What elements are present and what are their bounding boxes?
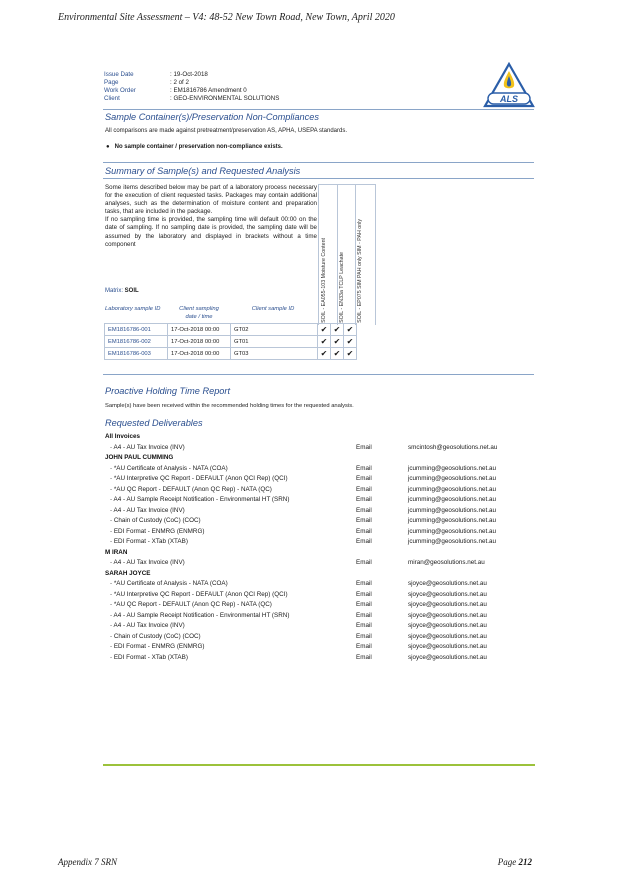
sample-id: EM1816786-001	[105, 324, 168, 336]
meta-label: Client	[104, 95, 120, 102]
deliverable-item	[105, 464, 535, 475]
deliverable-email: sjoyce@geosolutions.net.au	[408, 643, 487, 650]
deliverable-item	[105, 537, 535, 548]
deliverable-name: - A4 - AU Sample Receipt Notification - Environmental HT (SRN)	[105, 495, 356, 506]
footer-left: Appendix 7 SRN	[58, 857, 117, 867]
deliverable-item	[105, 516, 535, 527]
bullet-icon: ●	[106, 144, 115, 150]
check-icon: ✔	[331, 348, 344, 360]
deliverable-email: jcumming@geosolutions.net.au	[408, 517, 496, 524]
sample-row	[105, 348, 357, 360]
deliverable-name: - *AU Certificate of Analysis - NATA (COA)	[105, 579, 356, 590]
deliverable-name: - *AU QC Report - DEFAULT (Anon QC Rep) - NATA (QC)	[105, 600, 356, 611]
sample-client_id: GT01	[231, 336, 318, 348]
deliverable-email: sjoyce@geosolutions.net.au	[408, 653, 487, 661]
deliverable-group: SARAH JOYCE	[105, 569, 151, 577]
deliverable-name: - A4 - AU Tax Invoice (INV)	[105, 621, 356, 632]
deliverable-method: Email	[356, 506, 372, 514]
deliverable-method: Email	[356, 485, 372, 493]
deliverable-item	[105, 590, 535, 601]
deliverables-title: Requested Deliverables	[105, 418, 203, 428]
deliverable-name: - Chain of Custody (CoC) (COC)	[105, 516, 356, 527]
deliverable-method: Email	[356, 559, 372, 566]
check-icon: ✔	[344, 336, 357, 348]
deliverable-group: All Invoices	[105, 433, 140, 440]
sample-date: 17-Oct-2018 00:00	[168, 336, 231, 348]
check-icon: ✔	[318, 324, 331, 336]
deliverable-name: - *AU Interpretive QC Report - DEFAULT (Anon QCI Rep) (QCI)	[105, 590, 356, 601]
deliverable-name: - EDI Format - XTab (XTAB)	[105, 537, 356, 548]
deliverable-method: Email	[356, 601, 372, 608]
deliverables-list	[105, 432, 535, 663]
deliverable-method: Email	[356, 475, 372, 482]
divider	[103, 109, 534, 110]
deliverable-email: jcumming@geosolutions.net.au	[408, 527, 496, 535]
meta-label: Work Order	[104, 87, 136, 94]
deliverable-item	[105, 642, 535, 653]
deliverable-method: Email	[356, 464, 372, 472]
summary-title: Summary of Sample(s) and Requested Analysis	[105, 166, 301, 176]
analysis-header-grid	[318, 184, 376, 325]
summary-text	[105, 184, 317, 249]
deliverable-method: Email	[356, 527, 372, 535]
deliverable-name: - A4 - AU Tax Invoice (INV)	[105, 443, 356, 454]
deliverable-item	[105, 611, 535, 622]
deliverable-item	[105, 558, 535, 569]
meta-row	[104, 71, 279, 79]
deliverable-email: miran@geosolutions.net.au	[408, 559, 485, 566]
sample-date: 17-Oct-2018 00:00	[168, 348, 231, 360]
deliverable-item	[105, 443, 535, 454]
deliverable-item	[105, 527, 535, 538]
deliverable-email: sjoyce@geosolutions.net.au	[408, 632, 487, 640]
logo-text: ALS	[500, 94, 518, 104]
check-icon: ✔	[344, 324, 357, 336]
check-icon: ✔	[331, 336, 344, 348]
deliverable-item	[105, 579, 535, 590]
deliverable-name: - EDI Format - ENMRG (ENMRG)	[105, 527, 356, 538]
divider	[103, 178, 534, 179]
noncompliance-bullet-text: No sample container / preservation non-compliance exists.	[114, 144, 283, 150]
deliverable-item	[105, 600, 535, 611]
als-logo	[483, 62, 535, 108]
divider	[103, 374, 534, 375]
deliverable-method: Email	[356, 538, 372, 545]
deliverable-method: Email	[356, 643, 372, 650]
deliverable-method: Email	[356, 517, 372, 524]
meta-row	[104, 79, 279, 87]
deliverable-method: Email	[356, 443, 372, 451]
samples-table	[104, 323, 357, 360]
deliverable-item	[105, 474, 535, 485]
noncompliance-title: Sample Container(s)/Preservation Non-Compliances	[105, 112, 319, 122]
check-icon: ✔	[318, 336, 331, 348]
meta-label: Page	[104, 79, 119, 86]
analysis-col-3: SOIL - EP075 SIM PAH only SIM - PAH only	[357, 219, 363, 323]
noncompliance-text: All comparisons are made against pretreatment/preservation AS, APHA, USEPA standards.	[105, 128, 348, 134]
deliverable-email: sjoyce@geosolutions.net.au	[408, 601, 487, 608]
deliverable-email: sjoyce@geosolutions.net.au	[408, 590, 487, 598]
deliverable-name: - EDI Format - XTab (XTAB)	[105, 653, 356, 664]
deliverable-name: - A4 - AU Tax Invoice (INV)	[105, 506, 356, 517]
deliverable-email: jcumming@geosolutions.net.au	[408, 464, 496, 472]
matrix-label: Matrix: SOIL	[105, 288, 139, 294]
deliverable-item	[105, 621, 535, 632]
report-meta	[104, 71, 279, 103]
sample-id: EM1816786-002	[105, 336, 168, 348]
deliverable-email: jcumming@geosolutions.net.au	[408, 475, 496, 482]
sample-row	[105, 336, 357, 348]
meta-row	[104, 95, 279, 103]
deliverable-method: Email	[356, 611, 372, 619]
col-header-sample-id: Laboratory sample ID	[105, 306, 161, 312]
sample-id: EM1816786-003	[105, 348, 168, 360]
deliverable-email: sjoyce@geosolutions.net.au	[408, 580, 487, 587]
deliverable-name: - A4 - AU Sample Receipt Notification - Environmental HT (SRN)	[105, 611, 356, 622]
deliverable-method: Email	[356, 622, 372, 629]
deliverable-item	[105, 506, 535, 517]
meta-value: : 2 of 2	[170, 79, 189, 86]
deliverable-name: - *AU Certificate of Analysis - NATA (COA)	[105, 464, 356, 475]
summary-paragraph-1: Some items described below may be part of a laboratory process necessary for the execution of client requested tasks. Packages may contain additional analyses, such as the determination of moisture content and preparation tasks, that are included in the package.	[105, 184, 317, 216]
deliverable-email: jcumming@geosolutions.net.au	[408, 506, 496, 514]
deliverable-email: sjoyce@geosolutions.net.au	[408, 611, 487, 619]
footer-page: Page 212	[497, 857, 532, 867]
deliverable-name: - EDI Format - ENMRG (ENMRG)	[105, 642, 356, 653]
deliverable-group: M IRAN	[105, 548, 128, 556]
deliverable-method: Email	[356, 590, 372, 598]
meta-row	[104, 87, 279, 95]
check-icon: ✔	[318, 348, 331, 360]
footer-line	[103, 764, 535, 766]
deliverable-name: - *AU QC Report - DEFAULT (Anon QC Rep) - NATA (QC)	[105, 485, 356, 496]
deliverable-email: jcumming@geosolutions.net.au	[408, 496, 496, 503]
sample-client_id: GT03	[231, 348, 318, 360]
deliverable-item	[105, 485, 535, 496]
deliverable-method: Email	[356, 632, 372, 640]
deliverable-name: - A4 - AU Tax Invoice (INV)	[105, 558, 356, 569]
deliverable-email: sjoyce@geosolutions.net.au	[408, 622, 487, 629]
meta-value: : EM1816786 Amendment 0	[170, 87, 247, 94]
deliverable-item	[105, 653, 535, 664]
deliverable-email: smcintosh@geosolutions.net.au	[408, 443, 498, 451]
deliverable-name: - Chain of Custody (CoC) (COC)	[105, 632, 356, 643]
deliverable-name: - *AU Interpretive QC Report - DEFAULT (Anon QCI Rep) (QCI)	[105, 474, 356, 485]
analysis-col-2: SOIL - EN33a TCLP Leachate	[339, 252, 345, 323]
document-header: Environmental Site Assessment – V4: 48-52 New Town Road, New Town, April 2020	[58, 12, 395, 23]
deliverable-group: JOHN PAUL CUMMING	[105, 454, 174, 461]
sample-date: 17-Oct-2018 00:00	[168, 324, 231, 336]
holding-text: Sample(s) have been received within the recommended holding times for the requested analysis.	[105, 403, 354, 409]
noncompliance-bullet	[106, 144, 283, 150]
meta-value: : 19-Oct-2018	[170, 71, 208, 78]
analysis-col-1: SOIL - EA055-103 Moisture Content	[321, 238, 327, 323]
col-header-sampling: Client sampling date / time	[179, 306, 219, 320]
meta-value: : GEO-ENVIRONMENTAL SOLUTIONS	[170, 95, 280, 102]
deliverable-email: jcumming@geosolutions.net.au	[408, 538, 496, 545]
holding-title: Proactive Holding Time Report	[105, 386, 231, 396]
deliverable-method: Email	[356, 496, 372, 503]
meta-label: Issue Date	[104, 71, 134, 78]
sample-row	[105, 324, 357, 336]
sample-client_id: GT02	[231, 324, 318, 336]
deliverable-method: Email	[356, 580, 372, 587]
deliverable-email: jcumming@geosolutions.net.au	[408, 485, 496, 493]
matrix-value: SOIL	[124, 288, 139, 294]
page-number: 212	[518, 857, 532, 867]
deliverable-method: Email	[356, 653, 372, 661]
check-icon: ✔	[344, 348, 357, 360]
col-header-client-id: Client sample ID	[251, 306, 295, 312]
deliverable-item	[105, 495, 535, 506]
divider	[103, 162, 534, 163]
deliverable-item	[105, 632, 535, 643]
summary-paragraph-2: If no sampling time is provided, the sampling time will default 00:00 on the date of sampling. If no sampling date is provided, the sampling date will be assumed by the laboratory and displayed in brackets without a time component	[105, 216, 317, 248]
check-icon: ✔	[331, 324, 344, 336]
